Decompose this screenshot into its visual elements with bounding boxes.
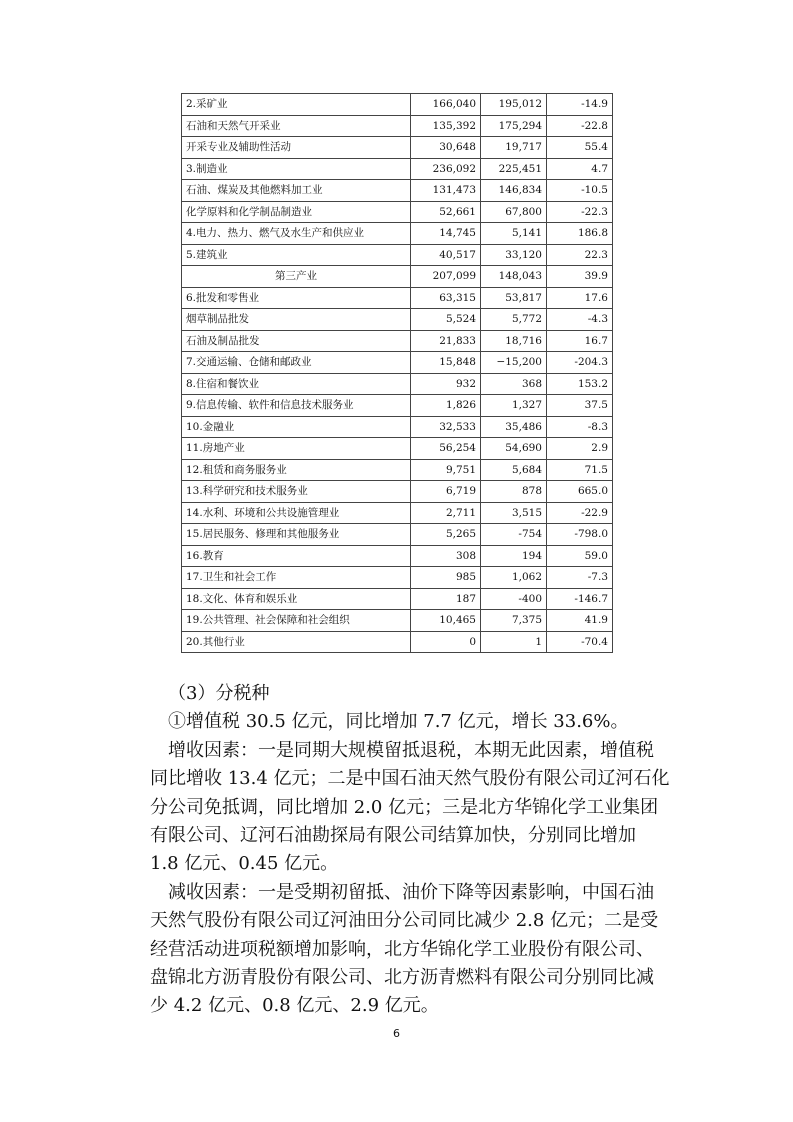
current-period-cell: 14,745	[411, 223, 481, 245]
industry-name-cell: 13.科学研究和技术服务业	[182, 481, 411, 503]
table-row	[182, 610, 613, 632]
industry-name-cell: 20.其他行业	[182, 631, 411, 653]
current-period-cell: 308	[411, 545, 481, 567]
decrease-factors-paragraph: 减收因素：一是受期初留抵、油价下降等因素影响，中国石油天然气股份有限公司辽河油田分公司同比减少 2.8 亿元；二是受经营活动进项税额增加影响，北方华锦化学工业股份有限公司、盘锦北方沥青股份有限公司、北方沥青燃料有限公司分别同比减少 4.2 亿元、0.8 亿元、2.9 亿元。	[150, 881, 659, 1017]
growth-rate-cell: 59.0	[547, 545, 613, 567]
current-period-cell: 5,524	[411, 309, 481, 331]
industry-name-cell: 18.文化、体育和娱乐业	[182, 588, 411, 610]
industry-name-cell: 14.水利、环境和公共设施管理业	[182, 502, 411, 524]
prior-period-cell: 146,834	[481, 180, 547, 202]
current-period-cell: 2,711	[411, 502, 481, 524]
current-period-cell: 187	[411, 588, 481, 610]
prior-period-cell: 1	[481, 631, 547, 653]
analysis-text	[150, 680, 670, 1021]
growth-rate-cell: 39.9	[547, 266, 613, 288]
prior-period-cell: 225,451	[481, 158, 547, 180]
current-period-cell: 932	[411, 373, 481, 395]
prior-period-cell: 7,375	[481, 610, 547, 632]
table-row	[182, 287, 613, 309]
table-row	[182, 115, 613, 137]
prior-period-cell: 195,012	[481, 94, 547, 116]
table-row	[182, 524, 613, 546]
growth-rate-cell: -22.8	[547, 115, 613, 137]
industry-name-cell: 烟草制品批发	[182, 309, 411, 331]
prior-period-cell: 5,141	[481, 223, 547, 245]
growth-rate-cell: -146.7	[547, 588, 613, 610]
prior-period-cell: 53,817	[481, 287, 547, 309]
industry-name-cell: 6.批发和零售业	[182, 287, 411, 309]
tax-revenue-table-container	[181, 93, 612, 653]
growth-rate-cell: -22.3	[547, 201, 613, 223]
prior-period-cell: 5,772	[481, 309, 547, 331]
growth-rate-cell: -14.9	[547, 94, 613, 116]
industry-name-cell: 第三产业	[182, 266, 411, 288]
table-row	[182, 201, 613, 223]
current-period-cell: 40,517	[411, 244, 481, 266]
table-row	[182, 438, 613, 460]
industry-name-cell: 9.信息传输、软件和信息技术服务业	[182, 395, 411, 417]
prior-period-cell: 368	[481, 373, 547, 395]
table-row	[182, 631, 613, 653]
growth-rate-cell: 22.3	[547, 244, 613, 266]
industry-name-cell: 12.租赁和商务服务业	[182, 459, 411, 481]
current-period-cell: 32,533	[411, 416, 481, 438]
growth-rate-cell: 665.0	[547, 481, 613, 503]
table-row	[182, 180, 613, 202]
industry-name-cell: 15.居民服务、修理和其他服务业	[182, 524, 411, 546]
growth-rate-cell: -22.9	[547, 502, 613, 524]
growth-rate-cell: 4.7	[547, 158, 613, 180]
table-row	[182, 502, 613, 524]
table-row	[182, 588, 613, 610]
current-period-cell: 135,392	[411, 115, 481, 137]
industry-name-cell: 16.教育	[182, 545, 411, 567]
current-period-cell: 15,848	[411, 352, 481, 374]
current-period-cell: 52,661	[411, 201, 481, 223]
table-row	[182, 545, 613, 567]
growth-rate-cell: 16.7	[547, 330, 613, 352]
industry-name-cell: 8.住宿和餐饮业	[182, 373, 411, 395]
prior-period-cell: 3,515	[481, 502, 547, 524]
prior-period-cell: 175,294	[481, 115, 547, 137]
industry-name-cell: 7.交通运输、仓储和邮政业	[182, 352, 411, 374]
tax-revenue-by-industry-table	[181, 93, 613, 653]
prior-period-cell: 5,684	[481, 459, 547, 481]
growth-rate-cell: 153.2	[547, 373, 613, 395]
industry-name-cell: 2.采矿业	[182, 94, 411, 116]
increase-factors-paragraph: 增收因素：一是同期大规模留抵退税，本期无此因素，增值税同比增收 13.4 亿元；二是中国石油天然气股份有限公司辽河石化分公司免抵调，同比增加 2.0 亿元；三是北方华锦化学工业集团有限公司、辽河石油勘探局有限公司结算加快，分别同比增加 1.8 亿元、0.45 亿元。	[150, 739, 670, 875]
table-row	[182, 158, 613, 180]
current-period-cell: 207,099	[411, 266, 481, 288]
current-period-cell: 56,254	[411, 438, 481, 460]
prior-period-cell: 19,717	[481, 137, 547, 159]
table-row	[182, 416, 613, 438]
prior-period-cell: −15,200	[481, 352, 547, 374]
prior-period-cell: 54,690	[481, 438, 547, 460]
table-row	[182, 244, 613, 266]
growth-rate-cell: -10.5	[547, 180, 613, 202]
industry-name-cell: 10.金融业	[182, 416, 411, 438]
table-row	[182, 94, 613, 116]
vat-summary-paragraph: ①增值税 30.5 亿元，同比增加 7.7 亿元，增长 33.6%。	[168, 711, 629, 733]
current-period-cell: 9,751	[411, 459, 481, 481]
industry-name-cell: 11.房地产业	[182, 438, 411, 460]
industry-name-cell: 3.制造业	[182, 158, 411, 180]
growth-rate-cell: 2.9	[547, 438, 613, 460]
prior-period-cell: 18,716	[481, 330, 547, 352]
table-row	[182, 373, 613, 395]
prior-period-cell: 194	[481, 545, 547, 567]
table-body	[182, 94, 613, 653]
page-number: 6	[393, 1027, 400, 1040]
prior-period-cell: 878	[481, 481, 547, 503]
section-heading: （3）分税种	[168, 683, 270, 704]
growth-rate-cell: 37.5	[547, 395, 613, 417]
current-period-cell: 5,265	[411, 524, 481, 546]
current-period-cell: 1,826	[411, 395, 481, 417]
current-period-cell: 236,092	[411, 158, 481, 180]
table-row	[182, 459, 613, 481]
prior-period-cell: -754	[481, 524, 547, 546]
prior-period-cell: 1,327	[481, 395, 547, 417]
current-period-cell: 985	[411, 567, 481, 589]
current-period-cell: 6,719	[411, 481, 481, 503]
growth-rate-cell: -8.3	[547, 416, 613, 438]
table-row	[182, 330, 613, 352]
industry-name-cell: 石油和天然气开采业	[182, 115, 411, 137]
current-period-cell: 10,465	[411, 610, 481, 632]
growth-rate-cell: -70.4	[547, 631, 613, 653]
growth-rate-cell: -798.0	[547, 524, 613, 546]
growth-rate-cell: -4.3	[547, 309, 613, 331]
table-row	[182, 309, 613, 331]
industry-name-cell: 19.公共管理、社会保障和社会组织	[182, 610, 411, 632]
current-period-cell: 0	[411, 631, 481, 653]
prior-period-cell: 148,043	[481, 266, 547, 288]
current-period-cell: 30,648	[411, 137, 481, 159]
current-period-cell: 131,473	[411, 180, 481, 202]
growth-rate-cell: 17.6	[547, 287, 613, 309]
industry-name-cell: 石油、煤炭及其他燃料加工业	[182, 180, 411, 202]
industry-name-cell: 化学原料和化学制品制造业	[182, 201, 411, 223]
current-period-cell: 63,315	[411, 287, 481, 309]
industry-name-cell: 5.建筑业	[182, 244, 411, 266]
table-row	[182, 395, 613, 417]
table-row	[182, 266, 613, 288]
industry-name-cell: 石油及制品批发	[182, 330, 411, 352]
prior-period-cell: 67,800	[481, 201, 547, 223]
prior-period-cell: 33,120	[481, 244, 547, 266]
growth-rate-cell: 55.4	[547, 137, 613, 159]
prior-period-cell: 35,486	[481, 416, 547, 438]
table-row	[182, 223, 613, 245]
industry-name-cell: 4.电力、热力、燃气及水生产和供应业	[182, 223, 411, 245]
current-period-cell: 21,833	[411, 330, 481, 352]
industry-name-cell: 17.卫生和社会工作	[182, 567, 411, 589]
industry-name-cell: 开采专业及辅助性活动	[182, 137, 411, 159]
table-row	[182, 137, 613, 159]
growth-rate-cell: 41.9	[547, 610, 613, 632]
table-row	[182, 567, 613, 589]
growth-rate-cell: -7.3	[547, 567, 613, 589]
current-period-cell: 166,040	[411, 94, 481, 116]
prior-period-cell: -400	[481, 588, 547, 610]
growth-rate-cell: 71.5	[547, 459, 613, 481]
growth-rate-cell: 186.8	[547, 223, 613, 245]
growth-rate-cell: -204.3	[547, 352, 613, 374]
table-row	[182, 481, 613, 503]
table-row	[182, 352, 613, 374]
prior-period-cell: 1,062	[481, 567, 547, 589]
